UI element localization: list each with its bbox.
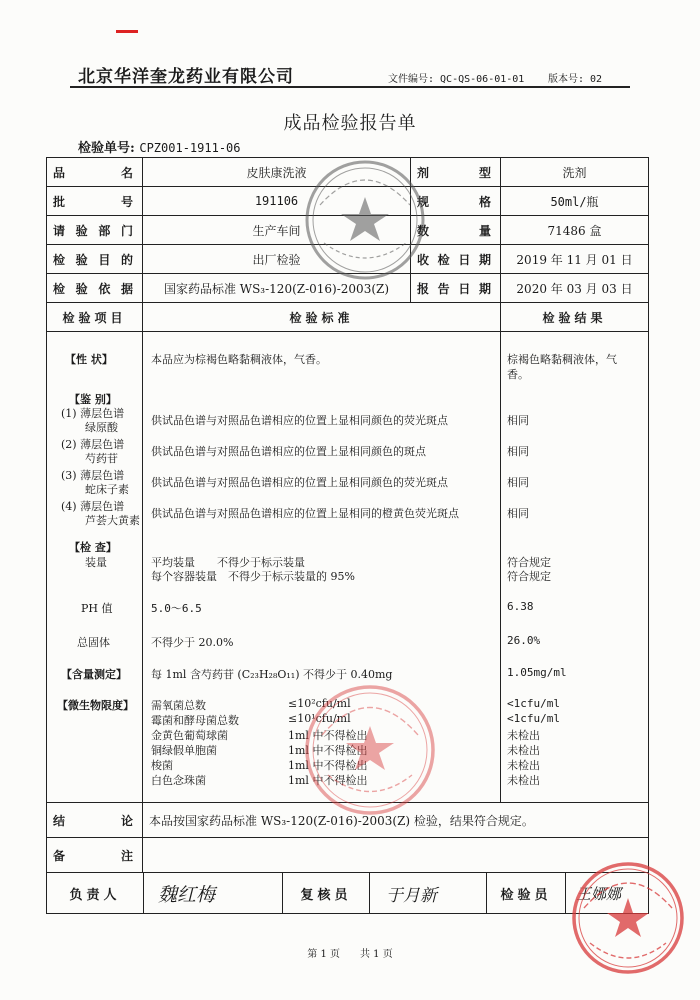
microbial-name: 铜绿假单胞菌 — [151, 744, 217, 757]
receive-date-value: 2019 年 11 月 01 日 — [501, 245, 649, 274]
ph-standard: 5.0～6.5 — [151, 602, 202, 615]
report-title: 成品检验报告单 — [283, 113, 417, 134]
microbial-result: 未检出 — [507, 729, 540, 742]
company-name: 北京华洋奎龙药业有限公司 — [78, 67, 294, 87]
header-divider — [70, 86, 630, 88]
report-number-label: 检验单号: — [78, 141, 135, 156]
microbial-name: 霉菌和酵母菌总数 — [151, 714, 239, 727]
column-header-row — [47, 303, 649, 332]
character-standard: 本品应为棕褐色略黏稠液体，气香。 — [151, 353, 327, 366]
dept-label: 请验部门 — [47, 216, 143, 245]
form-label: 剂 型 — [411, 158, 501, 187]
microbial-name: 金黄色葡萄球菌 — [151, 729, 228, 742]
batch-label: 批 号 — [47, 187, 143, 216]
purpose-value: 出厂检验 — [143, 245, 411, 274]
identification-standard: 供试品色谱与对照品色谱相应的位置上显相同颜色的荧光斑点 — [151, 414, 448, 427]
gray-inspection-stamp — [300, 155, 430, 285]
reviewer-signature: 于月新 — [370, 873, 487, 913]
identification-name: (1) 薄层色谱 — [61, 407, 125, 420]
microbial-name: 白色念珠菌 — [151, 774, 206, 787]
identification-name: 蛇床子素 — [85, 483, 129, 496]
column-header-standard: 检验标准 — [143, 303, 501, 332]
basis-label: 检验依据 — [47, 274, 143, 303]
spec-label: 规 格 — [411, 187, 501, 216]
microbial-name: 梭菌 — [151, 759, 173, 772]
inspector-signature: 王娜娜 — [576, 884, 622, 903]
remarks-row — [47, 838, 649, 873]
fill-volume-result: 符合规定 — [507, 556, 551, 569]
microbial-result: <1cfu/ml — [507, 697, 560, 710]
assay-section-label: 【含量测定】 — [61, 668, 127, 681]
microbial-result: 未检出 — [507, 744, 540, 757]
test-results-column — [501, 332, 649, 803]
microbial-standard: 1ml 中不得检出 — [288, 729, 368, 742]
fill-volume-standard-average: 平均装量 不得少于标示装量 — [151, 556, 305, 569]
identification-name: 绿原酸 — [85, 421, 118, 434]
microbial-standard: 1ml 中不得检出 — [288, 744, 368, 757]
report-number-value: CPZ001-1911-06 — [139, 141, 241, 155]
identification-standard: 供试品色谱与对照品色谱相应的位置上显相同颜色的斑点 — [151, 445, 426, 458]
responsible-label: 负责人 — [47, 873, 144, 913]
identification-result: 相同 — [507, 476, 529, 489]
identification-section-label: 【鉴 别】 — [69, 393, 117, 406]
total-solids-label: 总固体 — [77, 636, 110, 649]
microbial-result: 未检出 — [507, 759, 540, 772]
form-value: 洗剂 — [501, 158, 649, 187]
batch-value: 191106 — [143, 187, 411, 216]
corner-quality-stamp — [568, 858, 688, 978]
red-pen-mark — [116, 30, 138, 39]
microbial-standard: 1ml 中不得检出 — [288, 759, 368, 772]
assay-result: 1.05mg/ml — [507, 666, 567, 679]
receive-date-label: 收检日期 — [411, 245, 501, 274]
report-number — [78, 137, 241, 156]
microbial-standard: 1ml 中不得检出 — [288, 774, 368, 787]
inspector-label: 检验员 — [487, 873, 566, 913]
spec-value: 50ml/瓶 — [501, 187, 649, 216]
identification-name: (2) 薄层色谱 — [61, 438, 125, 451]
identification-standard: 供试品色谱与对照品色谱相应的位置上显相同的橙黄色荧光斑点 — [151, 507, 459, 520]
identification-result: 相同 — [507, 445, 529, 458]
microbial-standard: ≤10¹cfu/ml — [288, 712, 351, 725]
version-number: 版本号: 02 — [548, 74, 603, 85]
assay-standard: 每 1ml 含芍药苷 (C₂₃H₂₈O₁₁) 不得少于 0.40mg — [151, 668, 393, 681]
identification-name: 芍药苷 — [85, 452, 118, 465]
conclusion-label: 结 论 — [47, 803, 143, 838]
product-label: 品 名 — [47, 158, 143, 187]
identification-result: 相同 — [507, 507, 529, 520]
quantity-label: 数 量 — [411, 216, 501, 245]
reviewer-label: 复核员 — [283, 873, 370, 913]
character-section-label: 【性 状】 — [65, 353, 113, 366]
page-footer: 第 1 页 共 1 页 — [307, 949, 393, 960]
microbial-result: <1cfu/ml — [507, 712, 560, 725]
remarks-label: 备 注 — [47, 838, 143, 873]
microbial-standard: ≤10²cfu/ml — [288, 697, 351, 710]
document-number: 文件编号: QC-QS-06-01-01 — [388, 74, 525, 85]
total-solids-result: 26.0% — [507, 634, 541, 647]
red-inspection-stamp — [300, 680, 440, 820]
inspection-section-label: 【检 查】 — [69, 541, 117, 554]
product-value: 皮肤康洗液 — [143, 158, 411, 187]
column-header-item: 检验项目 — [47, 303, 143, 332]
report-date-label: 报告日期 — [411, 274, 501, 303]
responsible-signature: 魏红梅 — [144, 873, 283, 913]
microbial-name: 需氧菌总数 — [151, 699, 206, 712]
microbial-section-label: 【微生物限度】 — [57, 699, 134, 712]
identification-name: 芦荟大黄素 — [85, 514, 140, 527]
signoff-cell — [47, 873, 649, 914]
ph-label: PH 值 — [81, 602, 113, 615]
report-date-value: 2020 年 03 月 03 日 — [501, 274, 649, 303]
ph-result: 6.38 — [507, 600, 534, 613]
fill-volume-result: 符合规定 — [507, 570, 551, 583]
dept-value: 生产车间 — [143, 216, 411, 245]
identification-result: 相同 — [507, 414, 529, 427]
identification-standard: 供试品色谱与对照品色谱相应的位置上显相同颜色的荧光斑点 — [151, 476, 448, 489]
fill-volume-label: 装量 — [85, 556, 107, 569]
total-solids-standard: 不得少于 20.0% — [151, 636, 234, 649]
signoff-row — [47, 873, 649, 914]
column-header-result: 检验结果 — [501, 303, 649, 332]
identification-name: (3) 薄层色谱 — [61, 469, 125, 482]
basis-value: 国家药品标准 WS₃-120(Z-016)-2003(Z) — [143, 274, 411, 303]
purpose-label: 检验目的 — [47, 245, 143, 274]
character-result-cont: 香。 — [507, 368, 529, 381]
microbial-result: 未检出 — [507, 774, 540, 787]
identification-name: (4) 薄层色谱 — [61, 500, 125, 513]
conclusion-value: 本品按国家药品标准 WS₃-120(Z-016)-2003(Z) 检验，结果符合规定。 — [143, 803, 649, 838]
fill-volume-standard-each: 每个容器装量 不得少于标示装量的 95% — [151, 570, 355, 583]
character-result: 棕褐色略黏稠液体，气 — [507, 353, 617, 366]
test-items-column — [47, 332, 143, 803]
quantity-value: 71486 盒 — [501, 216, 649, 245]
